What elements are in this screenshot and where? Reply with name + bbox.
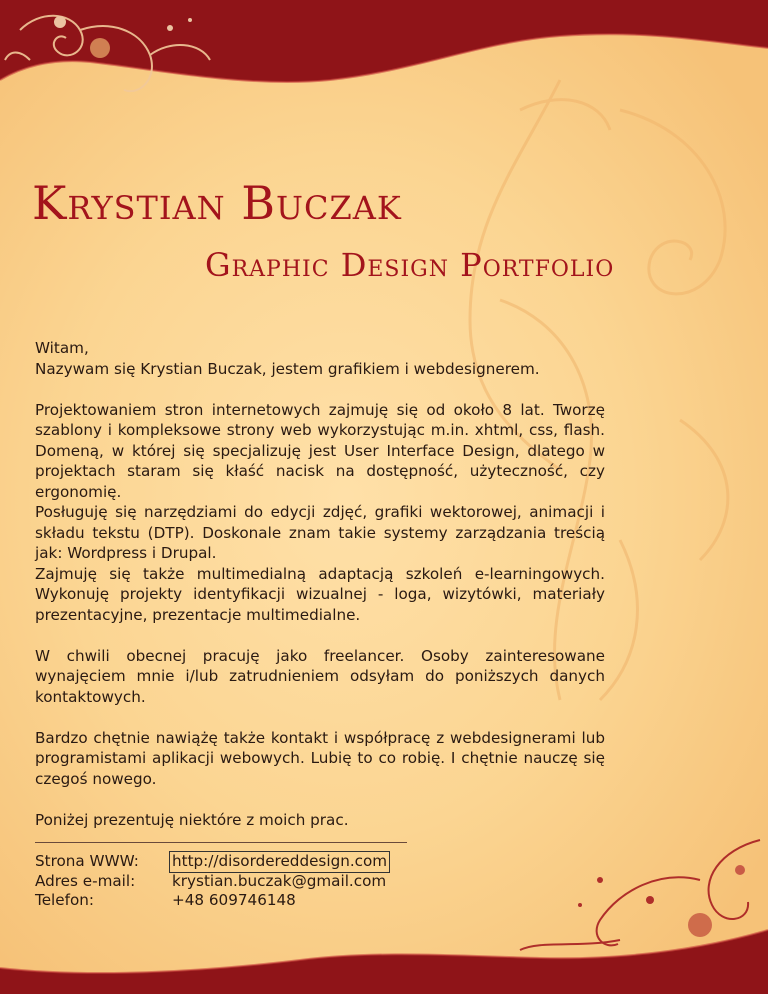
paragraph-elearning: Zajmuję się także multimedialną adaptacją szkoleń e-learningowych. Wykonuję projekty identyfikacji wizualnej - loga, wizytówki, materiały prezentacyjne, prezentacje multimedialne.	[35, 564, 605, 624]
paragraph-works: Poniżej prezentuję niektóre z moich prac.	[35, 810, 349, 829]
paragraph-freelance: W chwili obecnej pracuję jako freelancer. Osoby zainteresowane wynajęciem mnie i/lub zatrudnieniem odsyłam do poniższych danych kontaktowych.	[35, 646, 605, 706]
floral-ornament-top-left	[5, 16, 210, 91]
contact-divider	[35, 842, 407, 843]
contact-row-phone	[35, 891, 389, 911]
author-name: Krystian Buczak	[32, 176, 402, 230]
phone-value: +48 609746148	[172, 891, 296, 909]
www-link[interactable]: http://disordereddesign.com	[172, 852, 388, 870]
phone-label: Telefon:	[35, 891, 94, 909]
paragraph-cooperation: Bardzo chętnie nawiążę także kontakt i współpracę z webdesignerami lub programistami aplikacji webowych. Lubię to co robię. I chętnie nauczę się czegoś nowego.	[35, 728, 605, 788]
www-label: Strona WWW:	[35, 852, 139, 870]
contact-row-email	[35, 872, 389, 892]
bottom-wave-band	[0, 930, 768, 994]
portfolio-subtitle: Graphic Design Portfolio	[205, 246, 615, 284]
paragraph-tools: Posługuję się narzędziami do edycji zdjęć, grafiki wektorowej, animacji i składu tekstu (DTP). Doskonale znam takie systemy zarządzania treścią jak: Wordpress i Drupal.	[35, 503, 605, 562]
paragraph-web: Projektowaniem stron internetowych zajmuję się od około 8 lat. Tworzę szablony i kompleksowe strony web wykorzystując m.in. xhtml, css, flash. Domeną, w której się specjalizuję jest User Interface Design, dlatego w projektach staram się kłaść nacisk na dostępność, użyteczność, czy ergonomię.	[35, 400, 605, 501]
intro-line: Nazywam się Krystian Buczak, jestem grafikiem i webdesignerem.	[35, 359, 540, 378]
greeting: Witam,	[35, 339, 89, 357]
email-value[interactable]: krystian.buczak@gmail.com	[172, 871, 387, 890]
floral-ornament-bottom-right	[520, 840, 760, 950]
top-wave-band	[0, 0, 768, 82]
contact-row-www	[35, 852, 389, 872]
about-text	[35, 338, 605, 851]
email-label: Adres e-mail:	[35, 871, 136, 890]
contact-details	[35, 852, 389, 911]
